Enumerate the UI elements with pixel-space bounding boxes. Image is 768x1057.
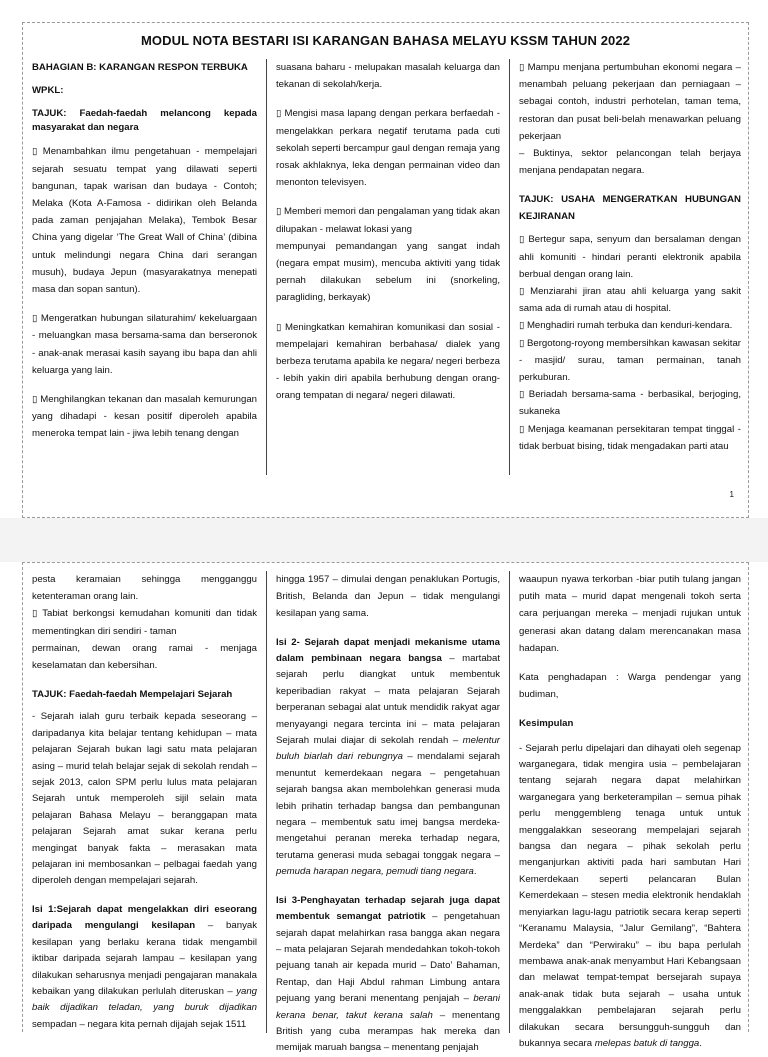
paragraph: ▯ Mampu menjana pertumbuhan ekonomi negara – menambah peluang pekerjaan dan perniagaan – sebagai contoh, industri perhotelan, taman tema, restoran dan pusat beli-belah menawarkan peluang pekerjaan <box>519 62 741 142</box>
list-item: ▯ Bergotong-royong membersihkan kawasan sekitar - masjid/ surau, taman permainan, tanah perkuburan. <box>519 337 741 384</box>
paragraph: waaupun nyawa terkorban -biar putih tulang jangan putih mata – murid dapat mengenali tokoh serta cara perjuangan mereka – menjadi rujukan untuk generasi akan datang dalam merencanakan masa hadapan. <box>519 574 741 654</box>
paragraph: ▯ Mengisi masa lapang dengan perkara berfaedah - mengelakkan perkara negatif terutama pada cuti sekolah seperti bercampur gaul dengan remaja yang rosak akhlaknya, leka dengan permainan video dan menonton televisyen. <box>276 108 500 189</box>
conclusion-heading: Kesimpulan <box>519 718 574 730</box>
italic-run: berani kerana benar, takut kerana salah <box>276 993 500 1021</box>
text-run: . <box>473 866 477 878</box>
paragraph: pesta keramaian sehingga mengganggu ketenteraman orang lain. <box>32 574 257 603</box>
paragraph: - Sejarah ialah guru terbaik kepada seseorang – daripadanya kita belajar tentang kehidupan – mata pelajaran Sejarah bukan lagi satu mata pelajaran asing – murid telah belajar sejak di sekolah rendah – sejak 2013, calon SPM perlu lulus mata pelajaran Sejarah untuk memperoleh sijil selain mata pelajaran Bahasa Melayu – beranggapan mata pelajaran Sejarah amat sukar kerana perlu mengingat banyak fakta – merasakan mata pelajaran ini membosankan – pelbagai faedah yang diperoleh dengan mempelajari sejarah. <box>32 711 257 887</box>
point-heading: Isi 3-Penghayatan terhadap sejarah juga dapat membentuk semangat patriotik <box>276 894 500 923</box>
paragraph: ▯ Memberi memori dan pengalaman yang tidak akan dilupakan - melawat lokasi yang <box>276 206 500 235</box>
text-run: - Sejarah perlu dipelajari dan dihayati oleh segenap warganegara, tidak mengira usia – pembelajaran tentang sejarah negara dapat melahirkan warganegara yang berketerampilan – semua pihak perlu menggembleng tenaga untuk untuk menggalakkan seseorang mempelajari sejarah bangsa dan negara – pihak sekolah perlu menganjurkan aktiviti pada hari sambutan Hari Kemerdekaan seperti pelancaran Bulan Kemerdekaan – stesen media elektronik hendaklah menyiarkan lagu-lagu patriotik secara kerap seperti “Keranamu Malaysia, “Jalur Gemilang”, “Bahtera Merdeka” dan “Perwiraku” – ibu bapa perlulah membawa anak-anak menyambut Hari Kebangsaan dan melawat tempat-tempat bersejarah supaya anak-anak tidak buta sejarah – usaha untuk menggalakkan pembelajaran sejarah perlu dilakukan secara bersungguh-sungguh dan bukannya secara <box>519 742 741 1049</box>
section-heading: BAHAGIAN B: KARANGAN RESPON TERBUKA <box>32 62 248 73</box>
paragraph: ▯ Menambahkan ilmu pengetahuan - mempelajari sejarah sesuatu tempat yang dilawati seperti bangunan, tapak warisan dan budaya - Contoh; Melaka (Kota A-Famosa - didirikan oleh Belanda pada zaman penjajahan Melaka), Tembok Besar China yang digelar ‘The Great Wall of China’ (dibina untuk melindungi negara China dari serangan musuh), budaya Jepun (masyarakatnya menepati masa dan sopan santun). <box>32 146 257 296</box>
page2-column-1 <box>23 571 266 1033</box>
paragraph <box>276 893 500 1057</box>
paragraph: suasana baharu - melupakan masalah keluarga dan tekanan di sekolah/kerja. <box>276 62 500 91</box>
paragraph: ▯ Meningkatkan kemahiran komunikasi dan sosial - mempelajari kemahiran berbahasa/ dialek yang berbeza terutama apabila ke negara/ negeri berbeza - lebih yakin diri apabila berhubung dengan orang-orang tempatan di negara/ negeri dilawati. <box>276 321 500 402</box>
page-gap <box>0 518 768 562</box>
paragraph: hingga 1957 – dimulai dengan penaklukan Portugis, British, Belanda dan Jepun – tidak mengulangi kesilapan yang sama. <box>276 574 500 620</box>
paragraph <box>276 635 500 881</box>
paragraph: – Buktinya, sektor pelancongan telah berjaya menjana pendapatan negara. <box>519 148 741 177</box>
text-run: – banyak kesilapan yang berlaku kerana tidak mengambil iktibar daripada sejarah lampau – kesilapan yang dilakukan seharusnya menjadi pengajaran manakala kebaikan yang dilakukan perlulah diteruskan – <box>32 920 257 997</box>
paragraph: ▯ Mengeratkan hubungan silaturahim/ kekeluargaan - meluangkan masa bersama-sama dan berseronok - anak-anak merasai kasih sayang ibu bapa dan ahli keluarga yang lain. <box>32 313 257 376</box>
paragraph: mempunyai pemandangan yang sangat indah (negara empat musim), mencuba aktiviti yang tidak pernah dilakukan sebelum ini (snorkeling, paragliding, berkayak) <box>276 240 500 304</box>
topic-heading: TAJUK: Faedah-faedah melancong kepada masyarakat dan negara <box>32 108 257 134</box>
document-page-2 <box>22 562 749 1054</box>
text-run: . <box>699 1037 702 1049</box>
list-item: ▯ Menziarahi jiran atau ahli keluarga yang sakit sama ada di rumah atau di hospital. <box>519 286 741 315</box>
italic-run: yang baik dijadikan teladan, yang buruk dijadikan <box>32 985 257 1014</box>
paragraph <box>519 741 741 1053</box>
topic-heading: TAJUK: Faedah-faedah Mempelajari Sejarah <box>32 689 233 701</box>
list-item: ▯ Bertegur sapa, senyum dan bersalaman dengan ahli komuniti - hindari peranti elektronik apabila berbual dengan orang lain. <box>519 234 741 280</box>
page-title: MODUL NOTA BESTARI ISI KARANGAN BAHASA MELAYU KSSM TAHUN 2022 <box>140 33 631 48</box>
italic-run: pemuda harapan negara, pemudi tiang negara <box>276 866 474 878</box>
italic-run: melentur buluh biarlah dari rebungnya <box>276 735 500 763</box>
italic-run: melepas batuk di tangga <box>594 1037 700 1049</box>
topic-heading: TAJUK: USAHA MENGERATKAN HUBUNGAN KEJIRANAN <box>519 194 741 223</box>
paragraph <box>32 902 257 1033</box>
point-heading: Isi 2- Sejarah dapat menjadi mekanisme utama dalam pembinaan negara bangsa <box>276 636 500 665</box>
text-run: – martabat sejarah perlu diangkat untuk membentuk keperibadian rakyat – mata pelajaran Sejarah berperanan sebagai alat untuk mendidik rakyat agar menyayangi negara tercinta ini – mata pelajaran Sejarah mulai diajar di sekolah rendah – <box>276 653 500 747</box>
paragraph: ▯ Tabiat berkongsi kemudahan komuniti dan tidak mementingkan diri sendiri - taman <box>32 608 257 637</box>
list-item: ▯ Menghadiri rumah terbuka dan kenduri-kendara. <box>519 320 733 332</box>
list-item: ▯ Menjaga keamanan persekitaran tempat tinggal - tidak berbuat bising, tidak mengadakan parti atau <box>519 423 741 452</box>
wpkl-label: WPKL: <box>32 85 64 97</box>
page1-column-2 <box>266 59 509 475</box>
text-run: sempadan – negara kita pernah dijajah sejak 1511 <box>32 1018 247 1030</box>
list-item: ▯ Beriadah bersama-sama - berbasikal, berjoging, sukaneka <box>519 389 741 418</box>
page2-column-3 <box>509 571 750 1049</box>
point-heading: Isi 1:Sejarah dapat mengelakkan diri eseorang daripada mengulangi kesilapan <box>32 903 257 932</box>
page1-column-1 <box>23 59 266 475</box>
paragraph: ▯ Menghilangkan tekanan dan masalah kemurungan yang dihadapi - kesan positif diperoleh apabila meneroka tempat lain - jiwa lebih tenang dengan <box>32 394 257 440</box>
page2-column-2 <box>266 571 509 1054</box>
page-number: 1 <box>729 490 734 499</box>
text-run: – pengetahuan sejarah dapat melahirkan rasa bangga akan negara – mata pelajaran Sejarah mendedahkan tokoh-tokoh pejuang tanah air kepada murid – Dato’ Bahaman, Rentap, dan Haji Abdul rahman Limbung antara pejuang yang berani menentang penjajah – <box>276 911 500 1005</box>
text-run: – menentang British yang cuba merampas hak mereka dan memijak maruah bangsa – menentang penjajah <box>276 1009 500 1054</box>
document-page-1 <box>22 22 749 518</box>
page1-column-3 <box>509 59 750 475</box>
paragraph: permainan, dewan orang ramai - menjaga keselamatan dan kebersihan. <box>32 642 257 672</box>
text-run: – mendalami sejarah menuntut kemerdekaan negara – pengetahuan sejarah bangsa akan membolehkan generasi muda lebih prihatin terhadap bangsa dan pembangunan negara – membentuk satu imej bangsa merdeka- mengetahui peranan mereka terhadap negara, terutama generasi muda sebagai tonggak negara – <box>276 751 500 861</box>
paragraph: Kata penghadapan : Warga pendengar yang budiman, <box>519 672 741 701</box>
